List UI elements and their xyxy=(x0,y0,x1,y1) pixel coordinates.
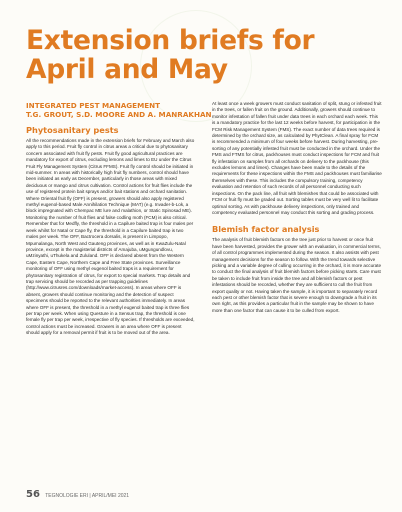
left-column xyxy=(26,101,212,337)
body-paragraph-sanitation: At least once a week growers must conduct sanitation of split, stung or infested fruit in the trees, or fallen fruit on the ground. Additionally, growers should continue to monitor infestation of fallen fruit under data trees in each orchard each week. This is a mandatory practice for the last 12 weeks before harvest, for participation in the FCM Risk Management System (FMS). The exact number of data trees required is determined by the orchard size, as calculated by PhytClean. A final spray for FCM is recommended a minimum of four weeks before harvest. During harvesting, pre-sorting of any potentially infested fruit must be conducted in the orchard. Under the FMS and FTMS for citrus, packhouses must conduct inspections for FCM and fruit fly infestation on samples from all orchards on delivery to the packhouse (this excludes lemons and limes). Changes have been made to the details of the requirements for these inspections within the FMS and packhouses must familiarise themselves with these. This includes the compulsory training, competency evaluation and retention of such records of all personnel conducting such inspections. On the pack line, all fruit with blemishes that could be associated with FCM or fruit fly must be graded out. Sorting tables must be very well lit to facilitate optimal sorting. As with packhouse delivery inspections, only trained and competency evaluated personnel may conduct this sorting and grading process. xyxy=(212,101,382,215)
body-paragraph-phytosanitary: All the recommendations made in the extension briefs for February and March also apply to this period. Fruit fly control in citrus areas a critical due to phytosanitary concern associated with fruit fly pests. Fruit fly good agricultural practices are mandatory for export of citrus, excluding lemons and limes to EU under the Citrus Fruit Fly Management System (Citrus FFMS). Fruit fly control should be initiated in mid-summer. In areas with historically high fruit fly numbers, control should have been initiated as early as December, particularly in those areas with mixed deciduous or mango and citrus cultivation. Control actions for fruit flies include the use of registered protein bait sprays and/or bait stations and orchard sanitation. Where Oriental fruit fly (OFF) is present, growers should also apply registered methyl eugenol-based Male Annihilation Technique (MAT) (e.g. Invader-b-Lok, a block impregnated with Chempac ME lure and malathion, or Static Spinosad ME). Monitoring the number of fruit flies and false codling moth (FCM) is also critical. Remember that for Medfly, the threshold in a Capilure baited trap is four males per week whilst for Natal or Cape fly, the threshold in a Capilure baited trap is two males per week. The OFF, Bactrocera dorsalis, is present in Limpopo, Mpumalanga, North West and Gauteng provinces, as well as in KwaZulu-Natal province, except in the magisterial districts of Amajuba, uMgungundlovu, uMzinyathi, uThukela and Zululand. OFF is declared absent from the Western Cape, Eastern Cape, Northern Cape and Free State provinces. Surveillance monitoring of OFF using methyl eugenol baited traps is a requirement for phytosanitary registration of citrus, for export to special markets. Trap details and trap servicing should be recorded as per trapping guidelines (http://www.citrusres.com/downloads/market-access). In areas where OFF is absent, growers should continue monitoring and the detection of suspect specimens should be reported to the relevant authorities immediately. In areas where OFF is present, the threshold in a methyl eugenol baited trap is three flies per trap per week. When using Questure in a Sensus trap, the threshold is one female fly per trap per week, irrespective of fly species. If thresholds are exceeded, control actions must be increased. Growers in an area where OFF is present should apply for a removal permit if fruit is to be moved out of the area. xyxy=(26,138,195,336)
article-title-line-1: Extension briefs for xyxy=(26,25,315,56)
right-column xyxy=(212,101,382,314)
authors-line: T.G. GROUT, S.D. MOORE AND A. MANRAKHAN xyxy=(26,110,212,119)
body-paragraph-blemish: The analysis of fruit blemish factors on the tree just prior to harvest or once fruit have been harvested, provides the grower with an evaluation, in commercial terms, of all control programmes implemented during the season. It also assists with pest management decisions for the season to follow. With the trend towards selective picking and a variable degree of culling occurring in the orchard, it is more accurate to conduct the final analysis of fruit blemish factors before picking starts. Care must be taken to include fruit from inside the tree and all blemish factors or pest infestations should be recorded, whether they are sufficient to cull the fruit from export quality or not. Having taken the sample, it is important to separately record each pest or other blemish factor that is severe enough to downgrade a fruit in its own right, as this provides a particular fruit in the sample may be shown to have more than one factor that can cause it to be culled from export. xyxy=(212,237,382,313)
page-number: 56 xyxy=(26,489,40,500)
article-title-line-2: April and May xyxy=(26,54,228,85)
section-label: INTEGRATED PEST MANAGEMENT xyxy=(26,101,161,110)
page-footer xyxy=(26,489,129,500)
subheading-phytosanitary-pests: Phytosanitary pests xyxy=(26,125,119,135)
article-title xyxy=(26,26,386,84)
publication-info: TEGNOLOGIE ERI | APRIL/MEI 2021 xyxy=(45,493,130,499)
subheading-blemish-factor-analysis: Blemish factor analysis xyxy=(212,224,320,235)
